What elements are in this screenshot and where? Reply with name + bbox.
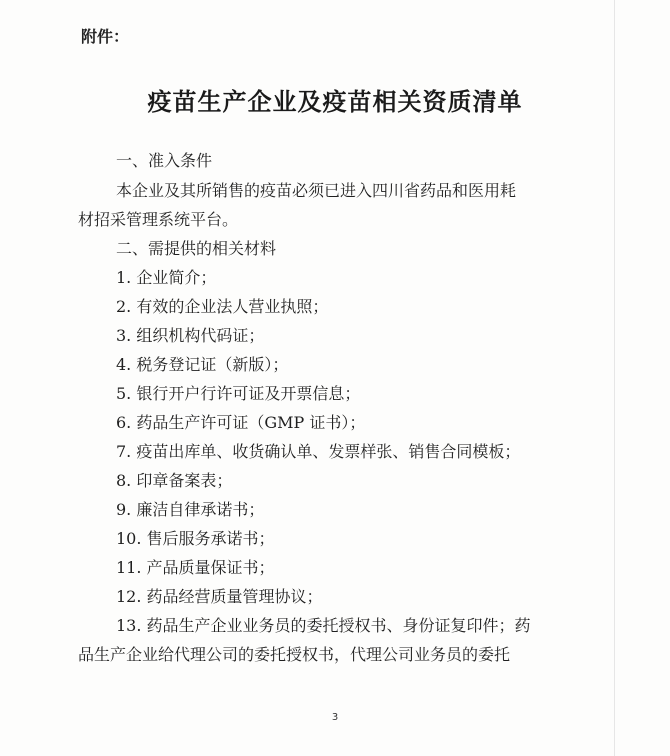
- list-item: 3. 组织机构代码证；: [116, 326, 265, 345]
- list-item: 1. 企业简介；: [116, 268, 217, 287]
- list-item: 13. 药品生产企业业务员的委托授权书、身份证复印件；药: [116, 616, 531, 635]
- attachment-label: 附件：: [81, 27, 130, 46]
- section-body-line: 材招采管理系统平台。: [78, 210, 239, 229]
- list-item: 5. 银行开户行许可证及开票信息；: [116, 384, 361, 403]
- section-body-line: 本企业及其所销售的疫苗必须已进入四川省药品和医用耗: [116, 181, 517, 200]
- list-item: 10. 售后服务承诺书；: [116, 529, 275, 548]
- list-item: 12. 药品经营质量管理协议；: [116, 587, 323, 606]
- section-heading-admission: 一、准入条件: [116, 151, 213, 170]
- section-heading-materials: 二、需提供的相关材料: [116, 239, 277, 258]
- list-item: 9. 廉洁自律承诺书；: [116, 500, 265, 519]
- list-item: 6. 药品生产许可证（GMP 证书）；: [116, 413, 366, 432]
- document-title: 疫苗生产企业及疫苗相关资质清单: [147, 87, 523, 116]
- list-item: 8. 印章备案表；: [116, 471, 233, 490]
- list-item: 2. 有效的企业法人营业执照；: [116, 297, 329, 316]
- list-item-continuation: 品生产企业给代理公司的委托授权书，代理公司业务员的委托: [78, 645, 511, 664]
- list-item: 11. 产品质量保证书；: [116, 558, 275, 577]
- page-number: 3: [331, 712, 339, 723]
- list-item: 4. 税务登记证（新版）；: [116, 355, 289, 374]
- list-item: 7. 疫苗出库单、收货确认单、发票样张、销售合同模板；: [116, 442, 521, 461]
